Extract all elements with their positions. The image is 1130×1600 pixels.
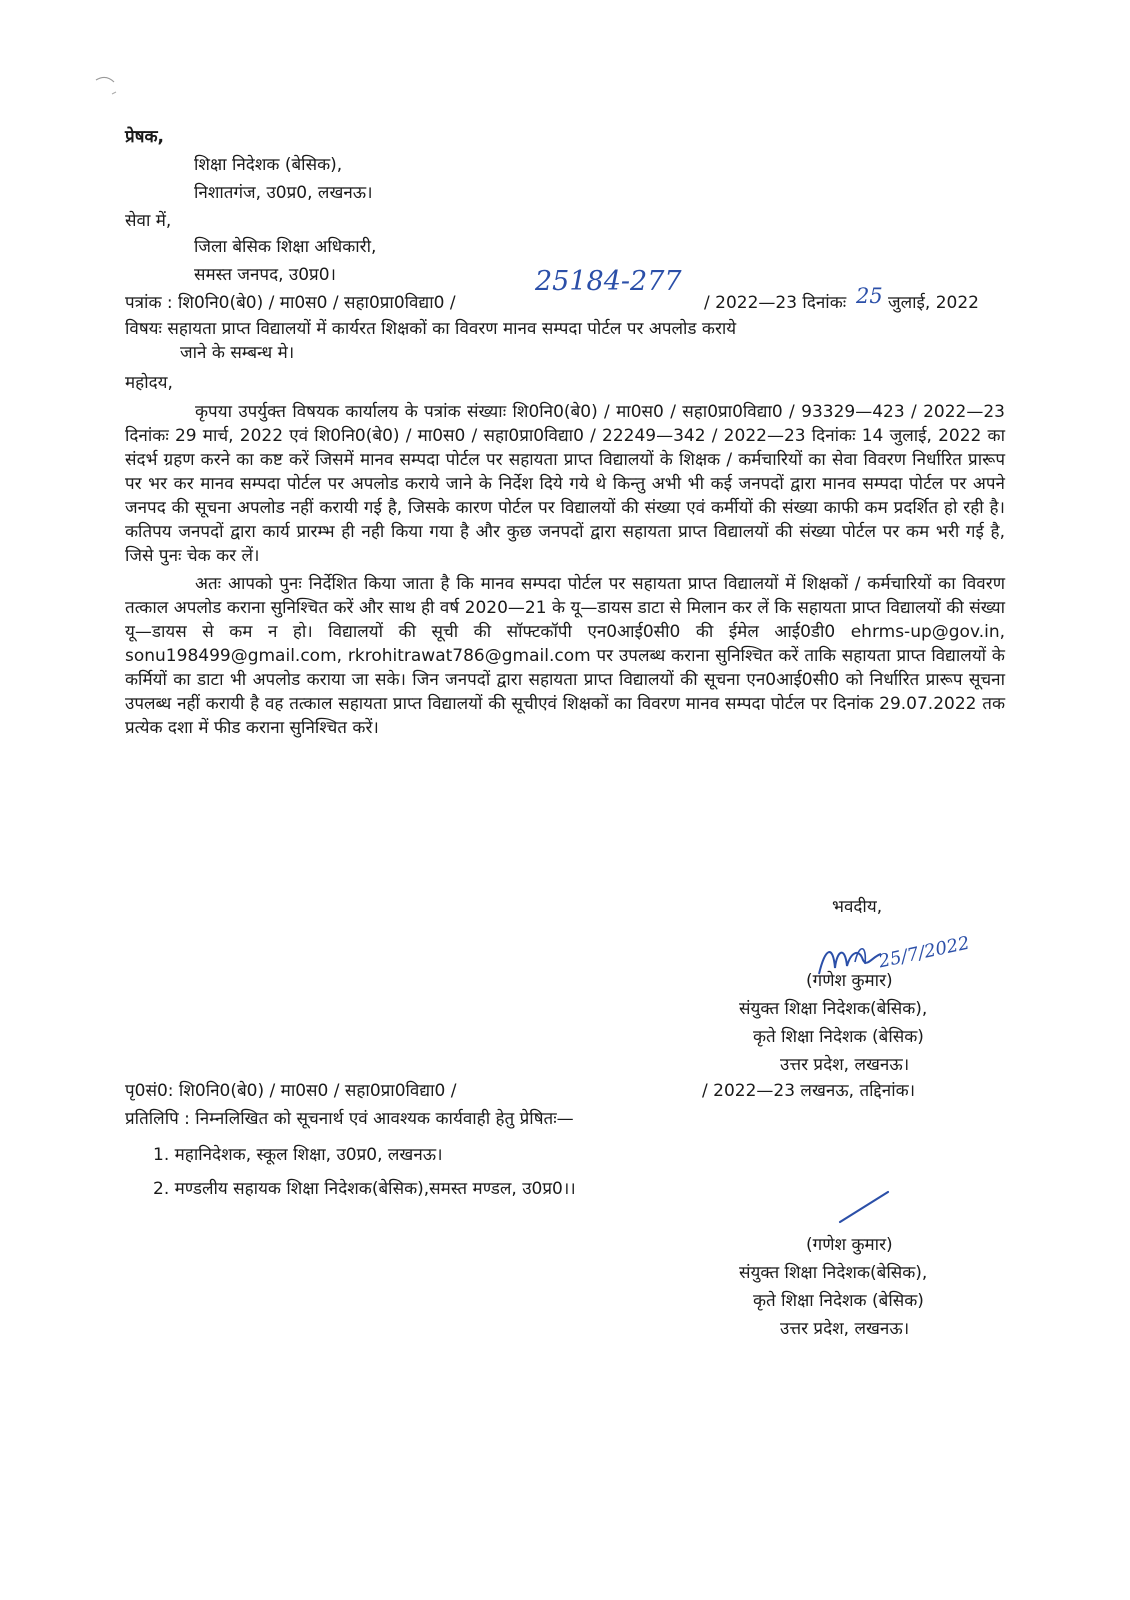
copy-item-1: 1. महानिदेशक, स्कूल शिक्षा, उ0प्र0, लखनऊ। <box>153 1145 443 1165</box>
signature-1-date: 25/7/2022 <box>876 932 972 973</box>
paragraph-1: कृपया उपर्युक्त विषयक कार्यालय के पत्रांक संख्याः शि0नि0(बे0) / मा0स0 / सहा0प्रा0विद्या0 / 93329—423 / 2022—23 दिनांकः 29 मार्च, 2022 एवं शि0नि0(बे0) / मा0स0 / सहा0प्रा0विद्या0 / 22249—342 / 2022—23 दिनांकः 14 जुलाई, 2022 का संदर्भ ग्रहण करने का कष्ट करें जिसमें मानव सम्पदा पोर्टल पर सहायता प्राप्त विद्यालयों के शिक्षक / कर्मचारियों का सेवा विवरण निर्धारित प्रारूप पर भर कर मानव सम्पदा पोर्टल पर अपलोड कराये जाने के निर्देश दिये गये थे किन्तु अभी भी कई जनपदों द्वारा मानव सम्पदा पोर्टल पर अपने जनपद की सूचना अपलोड नहीं करायी गई है, जिसके कारण पोर्टल पर विद्यालयों की संख्या एवं कर्मीयों की संख्या काफी कम प्रदर्शित हो रही है। कतिपय जनपदों द्वारा कार्य प्रारम्भ ही नही किया गया है और कुछ जनपदों द्वारा सहायता प्राप्त विद्यालयों की संख्या पोर्टल पर कम भरी गई है, जिसे पुनः चेक कर लें। <box>125 402 1005 566</box>
letter-date-tail: जुलाई, 2022 <box>888 293 979 313</box>
recipient-label: सेवा में, <box>125 211 172 231</box>
signature-1-place: उत्तर प्रदेश, लखनऊ। <box>780 1055 910 1075</box>
signature-1-designation: संयुक्त शिक्षा निदेशक(बेसिक), <box>739 999 928 1019</box>
paragraph-2: अतः आपको पुनः निर्देशित किया जाता है कि मानव सम्पदा पोर्टल पर सहायता प्राप्त विद्यालयों में शिक्षकों / कर्मचारियों का विवरण तत्काल अपलोड कराना सुनिश्चित करें और साथ ही वर्ष 2020—21 के यू—डायस डाटा से मिलान कर लें कि सहायता प्राप्त विद्यालयों की संख्या यू—डायस से कम न हो। विद्यालयों की सूची की सॉफ्टकॉपी एन0आई0सी0 की ईमेल आई0डी0 ehrms-up@gov.in, sonu198499@gmail.com, rkrohitrawat786@gmail.com पर उपलब्ध कराना सुनिश्चित करें ताकि सहायता प्राप्त विद्यालयों के कर्मियों का डाटा भी अपलोड कराया जा सके। जिन जनपदों द्वारा सहायता प्राप्त विद्यालयों की सूचना एन0आई0सी0 को निर्धारित प्रारूप सूचना उपलब्ध नहीं करायी है वह तत्काल सहायता प्राप्त विद्यालयों की सूचीएवं शिक्षकों का विवरण मानव सम्पदा पोर्टल पर दिनांक 29.07.2022 तक प्रत्येक दशा में फीड कराना सुनिश्चित करें। <box>125 574 1005 738</box>
sender-line-2: निशातगंज, उ0प्र0, लखनऊ। <box>194 183 373 203</box>
subject-line-2: जाने के सम्बन्ध मे। <box>180 343 295 363</box>
signature-2-place: उत्तर प्रदेश, लखनऊ। <box>780 1319 910 1339</box>
closing: भवदीय, <box>832 897 883 917</box>
handwritten-letter-number: 25184-277 <box>535 266 682 297</box>
signature-2-designation: संयुक्त शिक्षा निदेशक(बेसिक), <box>739 1263 928 1283</box>
letter-ref-suffix: / 2022—23 दिनांकः <box>704 293 847 313</box>
subject-line-1: विषयः सहायता प्राप्त विद्यालयों में कार्यरत शिक्षकों का विवरण मानव सम्पदा पोर्टल पर अपलोड कराये <box>125 319 737 339</box>
sender-label: प्रेषक, <box>125 127 165 147</box>
sender-line-1: शिक्षा निदेशक (बेसिक), <box>194 155 343 175</box>
endorsement-ref-left: पृ0सं0: शि0नि0(बे0) / मा0स0 / सहा0प्रा0विद्या0 / <box>125 1081 457 1101</box>
copy-intro: प्रतिलिपि : निम्नलिखित को सूचनार्थ एवं आवश्यक कार्यवाही हेतु प्रेषितः— <box>125 1109 574 1129</box>
copy-item-2: 2. मण्डलीय सहायक शिक्षा निदेशक(बेसिक),समस्त मण्डल, उ0प्र0।। <box>153 1179 576 1199</box>
letter-ref-prefix: पत्रांक : शि0नि0(बे0) / मा0स0 / सहा0प्रा0विद्या0 / <box>125 293 456 313</box>
endorsement-ref-right: / 2022—23 लखनऊ, तद्दिनांक। <box>702 1081 916 1101</box>
signature-2-name: (गणेश कुमार) <box>806 1235 893 1255</box>
recipient-line-1: जिला बेसिक शिक्षा अधिकारी, <box>194 237 377 257</box>
signature-2-icon <box>836 1186 896 1226</box>
signature-2-on-behalf: कृते शिक्षा निदेशक (बेसिक) <box>753 1291 924 1311</box>
salutation: महोदय, <box>125 373 173 393</box>
recipient-line-2: समस्त जनपद, उ0प्र0। <box>194 265 336 285</box>
signature-1-on-behalf: कृते शिक्षा निदेशक (बेसिक) <box>753 1027 924 1047</box>
letter-body <box>125 400 1005 740</box>
handwritten-letter-day: 25 <box>856 284 883 308</box>
scan-mark-icon <box>92 72 122 102</box>
signature-1-name: (गणेश कुमार) <box>806 971 893 991</box>
